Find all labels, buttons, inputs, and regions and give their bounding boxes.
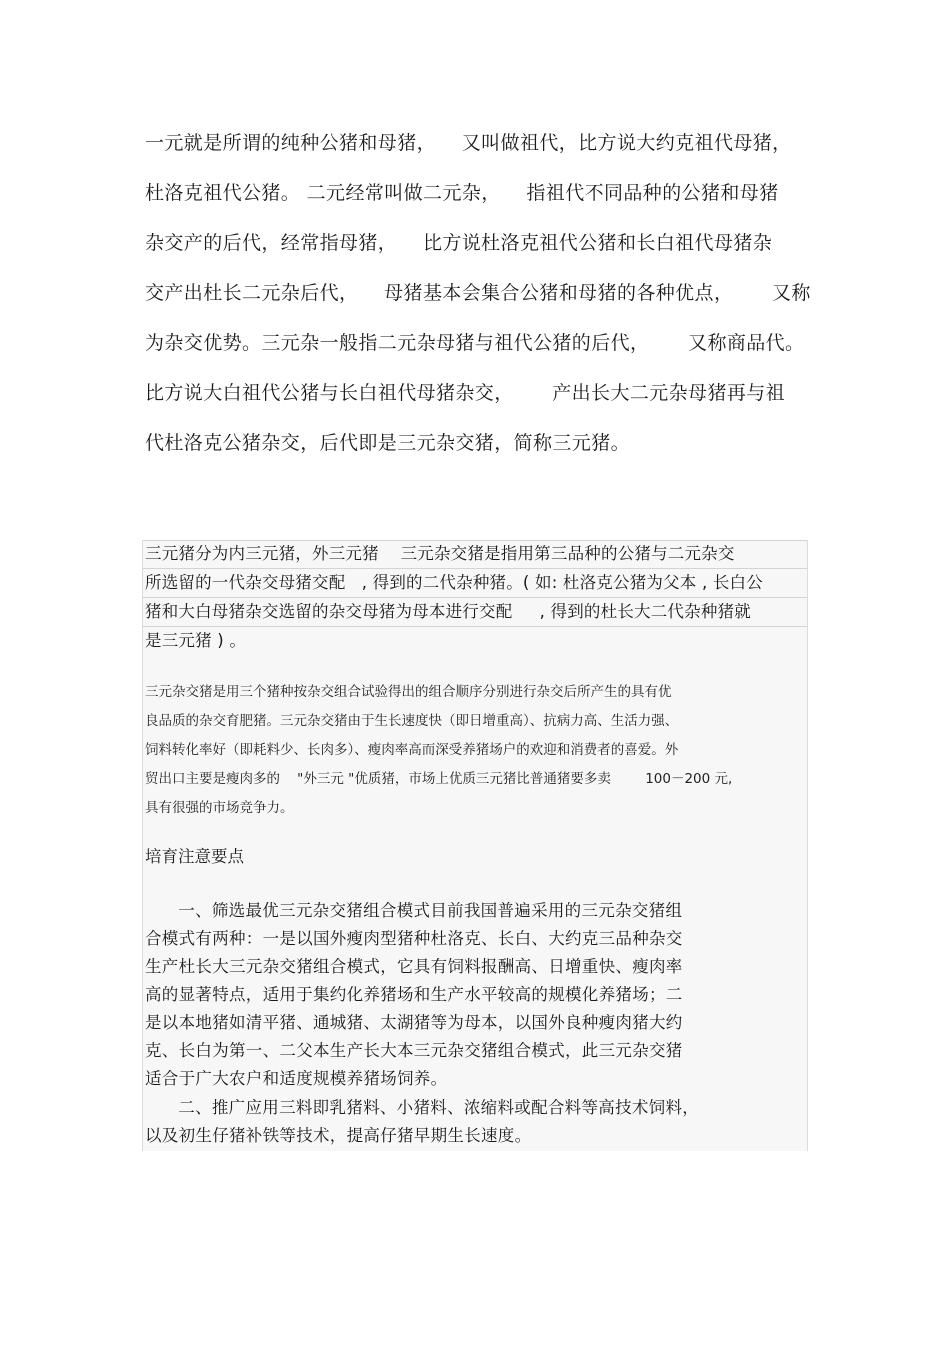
point-line: 一、筛选最优三元杂交猪组合模式目前我国普遍采用的三元杂交猪组: [145, 901, 683, 920]
point-line: 以及初生仔猪补铁等技术，提高仔猪早期生长速度。: [145, 1126, 532, 1145]
point-line: 生产杜长大三元杂交猪组合模式，它具有饲料报酬高、日增重快、瘦肉率: [145, 957, 683, 976]
definition-line: 猪和大白母猪杂交选留的杂交母猪为母本进行交配 , 得到的杜长大二代杂种猪就: [145, 602, 751, 621]
small-text-line: 饲料转化率好（即耗料少、长肉多）、瘦肉率高而深受养猪场户的欢迎和消费者的喜爱。外: [145, 742, 679, 758]
divider: [143, 540, 807, 541]
point-line: 克、长白为第一、二父本生产长大本三元杂交猪组合模式，此三元杂交猪: [145, 1041, 683, 1060]
definition-line: 是三元猪 ) 。: [145, 631, 247, 650]
section-heading: 培育注意要点: [145, 847, 244, 866]
intro-line: 比方说大白祖代公猪与长白祖代母猪杂交， 产出长大二元杂母猪再与祖: [145, 382, 786, 404]
intro-line: 一元就是所谓的纯种公猪和母猪， 又叫做祖代，比方说大约克祖代母猪，: [145, 132, 792, 154]
point-line: 是以本地猪如清平猪、通城猪、太湖猪等为母本，以国外良种瘦肉猪大约: [145, 1013, 683, 1032]
intro-line: 杜洛克祖代公猪。 二元经常叫做二元杂， 指祖代不同品种的公猪和母猪: [145, 182, 779, 204]
intro-line: 杂交产的后代，经常指母猪， 比方说杜洛克祖代公猪和长白祖代母猪杂: [145, 232, 773, 254]
point-line: 高的显著特点，适用于集约化养猪场和生产水平较高的规模化养猪场；二: [145, 985, 683, 1004]
divider: [143, 626, 807, 627]
divider: [143, 597, 807, 598]
small-text-line: 三元杂交猪是用三个猪种按杂交组合试验得出的组合顺序分别进行杂交后所产生的具有优: [145, 684, 672, 700]
point-line: 适合于广大农户和适度规模养猪场饲养。: [145, 1069, 448, 1088]
definition-line: 所选留的一代杂交母猪交配 , 得到的二代杂种猪。( 如: 杜洛克公猪为父本 , 长白公: [145, 573, 763, 592]
small-text-line: 贸出口主要是瘦肉多的 "外三元 "优质猪，市场上优质三元猪比普通猪要多卖 100－200 元,: [145, 771, 733, 787]
intro-line: 为杂交优势。三元杂一般指二元杂母猪与祖代公猪的后代， 又称商品代。: [145, 332, 805, 354]
point-line: 二、推广应用三料即乳猪料、小猪料、浓缩料或配合料等高技术饲料，: [145, 1098, 700, 1117]
intro-line: 代杜洛克公猪杂交，后代即是三元杂交猪，简称三元猪。: [145, 432, 631, 454]
intro-line: 交产出杜长二元杂后代， 母猪基本会集合公猪和母猪的各种优点， 又称: [145, 282, 811, 304]
divider: [143, 568, 807, 569]
content-box: [142, 540, 808, 1151]
small-text-line: 良品质的杂交育肥猪。三元杂交猪由于生长速度快（即日增重高）、抗病力高、生活力强、: [145, 713, 679, 729]
point-line: 合模式有两种：一是以国外瘦肉型猪种杜洛克、长白、大约克三品种杂交: [145, 929, 683, 948]
small-text-line: 具有很强的市场竞争力。: [145, 800, 294, 816]
definition-line: 三元猪分为内三元猪，外三元猪 三元杂交猪是指用第三品种的公猪与二元杂交: [145, 544, 735, 563]
